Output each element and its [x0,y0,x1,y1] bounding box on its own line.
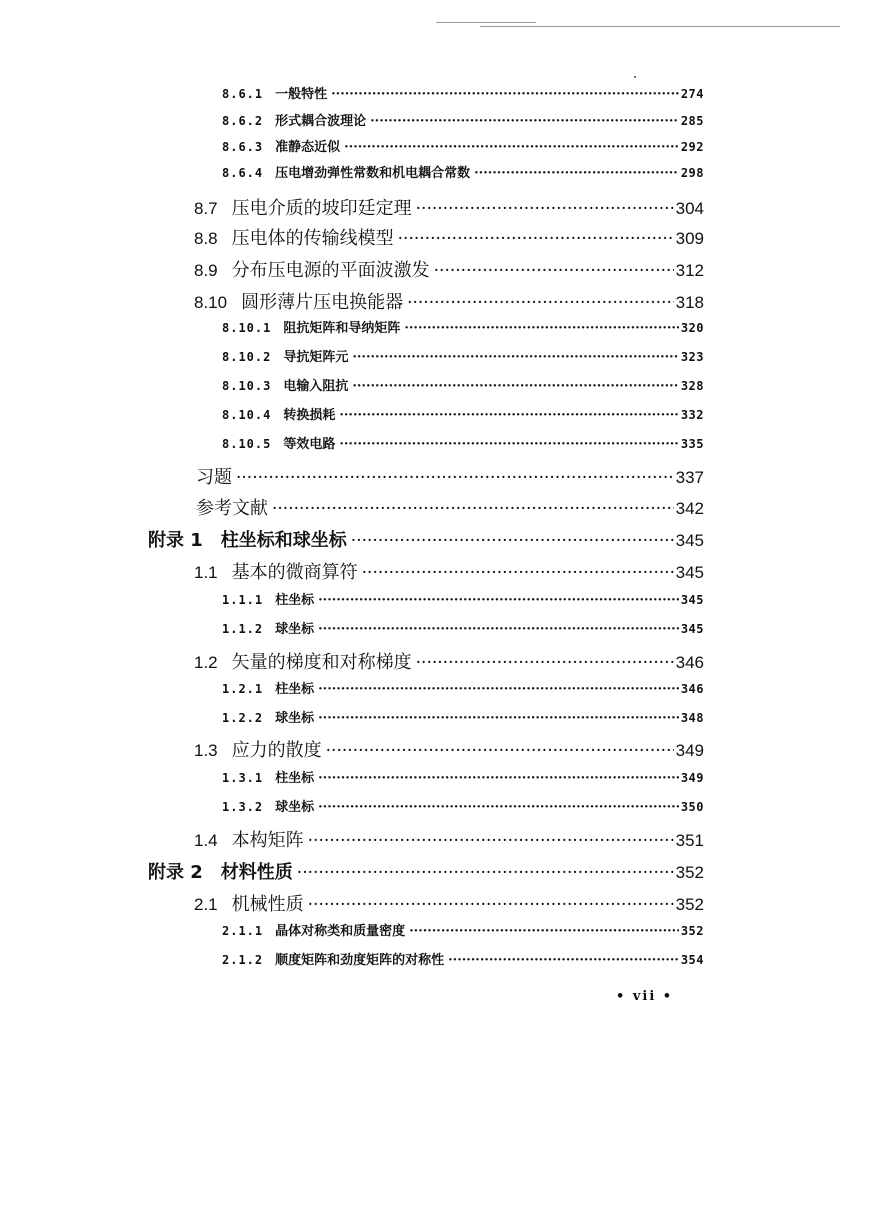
toc-entry-page: 332 [680,408,704,422]
toc-entry-page: 349 [675,741,704,760]
toc-entry [222,796,704,815]
toc-entry-number: 1.1 [194,563,218,582]
toc-entry [222,920,704,939]
toc-entry [196,463,704,489]
toc-entry-number: 8.10.3 [222,379,272,393]
toc-entry-page: 337 [675,468,704,487]
toc-entry [222,767,704,786]
toc-entry-page: 352 [675,863,704,882]
toc-leader-dots [308,831,674,851]
toc-entry-number: 8.9 [194,261,218,280]
toc-entry [194,288,704,314]
toc-leader-dots [409,924,679,939]
toc-entry-page: 335 [680,437,704,451]
toc-leader-dots [339,437,678,452]
toc-entry-title: 习题 [196,467,232,488]
toc-leader-dots [344,140,679,155]
toc-entry-page: 298 [680,166,704,180]
toc-entry [222,404,704,423]
toc-leader-dots [318,711,679,726]
toc-leader-dots [326,741,674,761]
toc-entry [222,317,704,336]
toc-entry-number: 1.4 [194,831,218,850]
toc-entry [194,224,704,250]
toc-entry [194,826,704,852]
toc-entry-number: 8.10 [194,293,228,312]
toc-entry-number: 附录 1 [148,530,203,551]
toc-entry [222,678,704,697]
toc-entry-number: 8.7 [194,199,218,218]
toc-entry-page: 345 [680,622,704,636]
toc-entry [194,648,704,674]
toc-entry-number: 1.3.2 [222,800,264,814]
toc-entry-number: 8.10.5 [222,437,272,451]
toc-entry-page: 304 [675,199,704,218]
toc-entry-page: 352 [675,895,704,914]
toc-entry-page: 345 [675,563,704,582]
toc-entry-page: 309 [675,229,704,248]
toc-leader-dots [370,114,679,129]
toc-entry-page: 348 [680,711,704,725]
toc-entry [222,162,704,181]
toc-entry-number: 8.10.4 [222,408,272,422]
toc-entry-page: 345 [675,531,704,550]
page-number: • vii • [616,989,674,1004]
toc-leader-dots [416,199,674,219]
toc-entry-number: 2.1.2 [222,953,264,967]
toc-entry-number: 1.3 [194,741,218,760]
toc-entry [194,736,704,762]
toc-entry-title: 压电增劲弹性常数和机电耦合常数 [275,166,471,181]
toc-leader-dots [339,408,678,423]
toc-entry-title: 柱坐标和球坐标 [220,530,347,551]
toc-entry-number: 2.1 [194,895,218,914]
toc-entry [222,949,704,968]
toc-entry-title: 柱坐标 [275,682,315,697]
toc-entry [148,526,704,552]
toc-leader-dots [398,229,674,249]
toc-entry-page: 351 [675,831,704,850]
toc-entry [222,83,704,102]
toc-entry-title: 晶体对称类和质量密度 [275,924,406,939]
toc-leader-dots [448,953,679,968]
toc-entry-title: 材料性质 [220,862,293,883]
toc-entry-number: 8.10.1 [222,321,272,335]
toc-leader-dots [351,531,674,551]
toc-entry-number: 1.1.2 [222,622,264,636]
toc-leader-dots [318,593,679,608]
toc-entry-title: 球坐标 [275,711,315,726]
toc-entry [194,558,704,584]
toc-entry-title: 转换损耗 [283,408,336,423]
toc-entry-title: 球坐标 [275,622,315,637]
toc-leader-dots [331,87,679,102]
toc-leader-dots [352,379,678,394]
toc-entry [222,433,704,452]
toc-entry [222,707,704,726]
toc-entry [222,136,704,155]
toc-entry-page: 346 [680,682,704,696]
toc-entry-number: 8.6.3 [222,140,264,154]
toc-entry-number: 2.1.1 [222,924,264,938]
toc-entry-title: 参考文献 [196,498,268,519]
toc-entry-title: 阻抗矩阵和导纳矩阵 [283,321,401,336]
toc-entry-title: 形式耦合波理论 [275,114,367,129]
toc-entry-title: 基本的微商算符 [231,562,358,583]
toc-entry-title: 顺度矩阵和劲度矩阵的对称性 [275,953,445,968]
toc-entry-title: 柱坐标 [275,593,315,608]
toc-entry-title: 分布压电源的平面波激发 [231,260,430,281]
toc-entry-title: 本构矩阵 [231,830,304,851]
toc-entry-title: 圆形薄片压电换能器 [241,292,404,313]
toc-leader-dots [362,563,674,583]
toc-entry-title: 等效电路 [283,437,336,452]
toc-leader-dots [404,321,678,336]
toc-leader-dots [318,771,679,786]
toc-entry-title: 压电介质的坡印廷定理 [231,198,412,219]
toc-leader-dots [308,895,674,915]
toc-entry-number: 1.2 [194,653,218,672]
toc-entry-page: 292 [680,140,704,154]
toc-entry [194,194,704,220]
toc-leader-dots [318,682,679,697]
toc-leader-dots [318,622,679,637]
toc-leader-dots [474,166,679,181]
toc-entry-page: 354 [680,953,704,967]
toc-entry-page: 274 [680,87,704,101]
toc-entry [222,375,704,394]
toc-leader-dots [407,293,674,313]
toc-entry-title: 矢量的梯度和对称梯度 [231,652,412,673]
toc-entry-number: 附录 2 [148,862,203,883]
toc-entry-number: 1.2.1 [222,682,264,696]
toc-entry-number: 1.1.1 [222,593,264,607]
toc-entry-page: 352 [680,924,704,938]
toc-entry-title: 准静态近似 [275,140,341,155]
toc-entry-title: 电输入阻抗 [283,379,349,394]
toc-entry [222,589,704,608]
toc-entry-number: 8.6.4 [222,166,264,180]
toc-entry-page: 328 [680,379,704,393]
toc-entry [222,110,704,129]
toc-entry [194,890,704,916]
toc-entry-number: 8.6.2 [222,114,264,128]
toc-entry [194,256,704,282]
toc-entry-title: 应力的散度 [231,740,322,761]
toc-leader-dots [434,261,674,281]
toc-entry-page: 318 [675,293,704,312]
toc-entry-title: 压电体的传输线模型 [231,228,394,249]
toc-entry-page: 320 [680,321,704,335]
toc-entry-title: 球坐标 [275,800,315,815]
toc-entry-page: 342 [675,499,704,518]
toc-entry-page: 350 [680,800,704,814]
toc-entry [148,858,704,884]
toc-entry-page: 349 [680,771,704,785]
toc-entry-page: 285 [680,114,704,128]
toc-entry-page: 312 [675,261,704,280]
toc-leader-dots [236,468,674,488]
toc-entry-title: 一般特性 [275,87,328,102]
toc-entry-title: 导抗矩阵元 [283,350,349,365]
toc-leader-dots [318,800,679,815]
toc-entry-number: 8.8 [194,229,218,248]
toc-entry [196,494,704,520]
toc-entry-number: 8.6.1 [222,87,264,101]
toc-leader-dots [416,653,674,673]
toc-entry-number: 1.3.1 [222,771,264,785]
toc-leader-dots [352,350,678,365]
toc-entry-page: 323 [680,350,704,364]
toc-entry-page: 345 [680,593,704,607]
toc-entry-page: 346 [675,653,704,672]
toc-leader-dots [272,499,674,519]
toc-entry-title: 机械性质 [231,894,304,915]
toc-entry-number: 1.2.2 [222,711,264,725]
toc-entry-title: 柱坐标 [275,771,315,786]
toc-entry [222,346,704,365]
toc-entry [222,618,704,637]
toc-leader-dots [297,863,674,883]
toc-entry-number: 8.10.2 [222,350,272,364]
